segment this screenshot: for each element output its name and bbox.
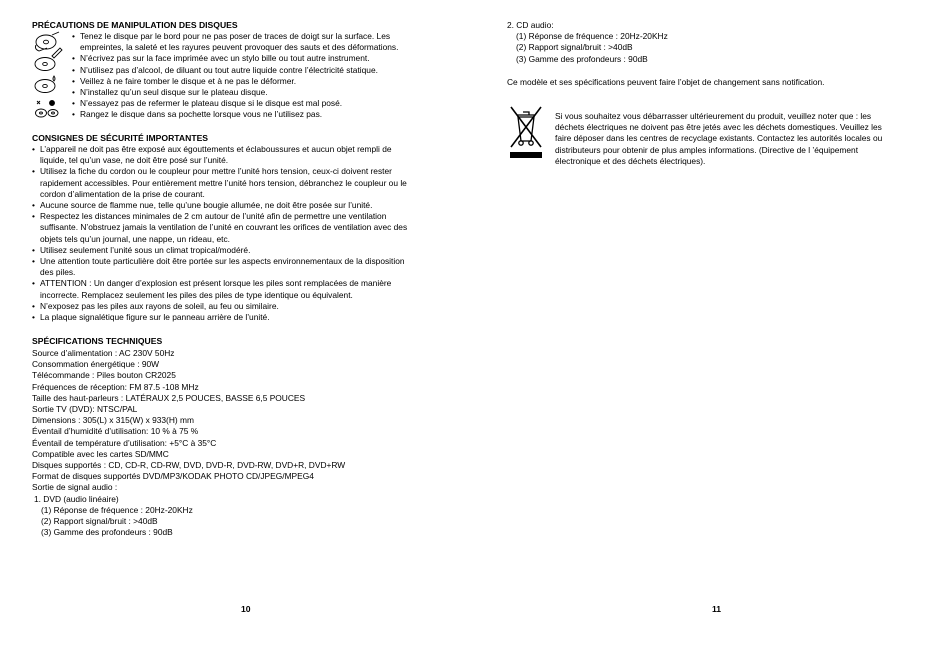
list-item: • N’écrivez pas sur la face imprimée avec un stylo bille ou tout autre instrument. xyxy=(72,53,472,64)
disposal-text: Si vous souhaitez vous débarrasser ultérieurement du produit, veuillez noter que : les déchets électriques ne doivent pas être jetés avec les déchets domestiques. Veuillez les faire déposer dans les centres de recyclage existants. Contactez les autorités locales ou distributeurs pour obtenir de plus amples informations. (Directive de l ’équipement électronique et des déchets électriques). xyxy=(555,111,883,166)
page-number-right: 11 xyxy=(712,604,722,614)
specs-title: SPÉCIFICATIONS TECHNIQUES xyxy=(32,336,163,346)
list-item: • Tenez le disque par le bord pour ne pas poser de traces de doigt sur la surface. Les empreintes, la saleté et les rayures peuvent provoquer des sauts et des déformations. xyxy=(72,31,472,53)
specs-list: Source d’alimentation : AC 230V 50Hz Consommation énergétique : 90W Télécommande : Piles bouton CR2025 Fréquences de réception: FM 87.5 -108 MHz Taille des haut-parleurs : LATÉRAUX 2,5 POUCES, BASSE 6,5 POUCES Sortie TV (DVD): NTSC/PAL Dimensions : 305(L) x 315(W) x 933(H) mm Éventail d’humidité d’utilisation: 10 % à 75 % Éventail de température d’utilisation: +5°C à 35°C Compatible avec les cartes SD/MMC Disques supportés : CD, CD-R, CD-RW, DVD, DVD-R, DVD-RW, DVD+R, DVD+RW Format de disques supportés DVD/MP3/KODAK PHOTO CD/JPEG/MPEG4 Sortie de signal audio : 1. DVD (audio linéaire) (1) Réponse de fréquence : 20Hz-20KHz (2) Rapport signal/bruit : >40dB (3) Gamme des profondeurs : 90dB xyxy=(32,348,346,538)
page-number-left: 10 xyxy=(241,604,251,614)
disc-hand-icon xyxy=(32,31,66,121)
notice-text: Ce modèle et ses spécifications peuvent faire l’objet de changement sans notification. xyxy=(507,77,825,87)
disc-handling-icons xyxy=(32,31,66,124)
list-item: • La plaque signalétique figure sur le panneau arrière de l’unité. xyxy=(32,312,442,323)
handling-list xyxy=(72,31,472,121)
list-item: • N’utilisez pas d’alcool, de diluant ou tout autre liquide contre l’électricité statique. xyxy=(72,65,472,76)
list-item: • Respectez les distances minimales de 2 cm autour de l’unité afin de permettre une ventilation suffisante. N’obstruez jamais la ventilation de l’unité en couvrant les orifices de ventilation avec des objets tels qu’un journal, une nappe, un rideau, etc. xyxy=(32,211,442,245)
safety-list xyxy=(32,144,442,323)
list-item: • Veillez à ne faire tomber le disque et à ne pas le déformer. xyxy=(72,76,472,87)
safety-title: CONSIGNES DE SÉCURITÉ IMPORTANTES xyxy=(32,133,209,143)
weee-bin-icon xyxy=(507,103,545,159)
list-item: • Aucune source de flamme nue, telle qu’une bougie allumée, ne doit être posée sur l’unité. xyxy=(32,200,442,211)
list-item: • N’essayez pas de refermer le plateau disque si le disque est mal posé. xyxy=(72,98,472,109)
list-item: • N’exposez pas les piles aux rayons de soleil, au feu ou similaire. xyxy=(32,301,442,312)
list-item: • L’appareil ne doit pas être exposé aux égouttements et éclaboussures et aucun objet rempli de liquide, tel qu’un vase, ne doit être posé sur l’unité. xyxy=(32,144,442,166)
list-item: • Utilisez seulement l’unité sous un climat tropical/modéré. xyxy=(32,245,442,256)
list-item: • ATTENTION : Un danger d’explosion est présent lorsque les piles sont remplacées de manière incorrecte. Remplacez seulement les piles des piles de type identique ou équivalent. xyxy=(32,278,442,300)
handling-title: PRÉCAUTIONS DE MANIPULATION DES DISQUES xyxy=(32,20,238,30)
list-item: • Utilisez la fiche du cordon ou le coupleur pour mettre l’unité hors tension, ceux-ci doivent rester rapidement accessibles. Pour entièrement mettre l’unité hors tension, débranchez le coupleur ou le cordon d’alimentation de la prise de courant. xyxy=(32,166,442,200)
list-item: • Rangez le disque dans sa pochette lorsque vous ne l’utilisez pas. xyxy=(72,109,472,120)
cd-audio-specs: 2. CD audio: (1) Réponse de fréquence : 20Hz-20KHz (2) Rapport signal/bruit : >40dB (3) Gamme des profondeurs : 90dB xyxy=(507,20,668,64)
list-item: • N’installez qu’un seul disque sur le plateau disque. xyxy=(72,87,472,98)
list-item: • Une attention toute particulière doit être portée sur les aspects environnementaux de la disposition des piles. xyxy=(32,256,442,278)
